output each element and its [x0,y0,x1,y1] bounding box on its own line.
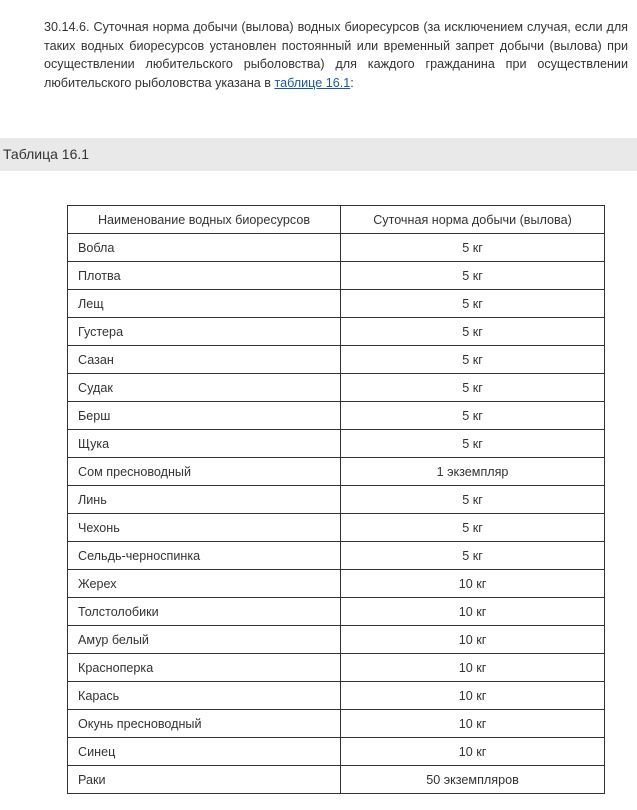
species-cell: Лещ [68,290,341,318]
norm-cell: 5 кг [341,514,605,542]
norm-cell: 5 кг [341,346,605,374]
table-row [68,570,605,598]
norm-cell: 10 кг [341,570,605,598]
species-cell: Берш [68,402,341,430]
norm-cell: 10 кг [341,654,605,682]
table-row [68,542,605,570]
table-row [68,346,605,374]
table-row [68,682,605,710]
table-caption-bar [0,138,637,171]
table-row [68,626,605,654]
table-row [68,458,605,486]
species-cell: Окунь пресноводный [68,710,341,738]
norm-cell: 50 экземпляров [341,766,605,794]
table-row [68,486,605,514]
species-cell: Карась [68,682,341,710]
table-row [68,290,605,318]
table-row [68,738,605,766]
table-row [68,430,605,458]
species-cell: Щука [68,430,341,458]
species-cell: Жерех [68,570,341,598]
table-row [68,514,605,542]
norm-cell: 5 кг [341,318,605,346]
norm-cell: 10 кг [341,626,605,654]
species-cell: Синец [68,738,341,766]
header-species: Наименование водных биоресурсов [68,206,341,234]
norm-cell: 5 кг [341,542,605,570]
table-link[interactable]: таблице 16.1 [274,75,351,90]
species-cell: Вобла [68,234,341,262]
table-row [68,654,605,682]
species-cell: Толстолобики [68,598,341,626]
header-norm: Суточная норма добычи (вылова) [341,206,605,234]
table-row [68,374,605,402]
table-row [68,234,605,262]
article-paragraph [44,18,628,92]
table-row [68,766,605,794]
species-cell: Амур белый [68,626,341,654]
species-cell: Чехонь [68,514,341,542]
species-cell: Сом пресноводный [68,458,341,486]
norm-cell: 10 кг [341,710,605,738]
norm-cell: 10 кг [341,738,605,766]
species-cell: Плотва [68,262,341,290]
norm-cell: 5 кг [341,430,605,458]
norm-cell: 5 кг [341,290,605,318]
norm-cell: 10 кг [341,598,605,626]
table-caption: Таблица 16.1 [3,146,90,162]
paragraph-end: : [350,75,354,90]
table-row [68,710,605,738]
species-cell: Сазан [68,346,341,374]
catch-norms-table [67,205,605,794]
table-header-row [68,206,605,234]
norm-cell: 5 кг [341,374,605,402]
species-cell: Красноперка [68,654,341,682]
table-row [68,318,605,346]
table-body [68,234,605,794]
table-row [68,402,605,430]
norm-cell: 5 кг [341,262,605,290]
norm-cell: 5 кг [341,486,605,514]
norm-cell: 5 кг [341,234,605,262]
species-cell: Густера [68,318,341,346]
paragraph-text: 30.14.6. Суточная норма добычи (вылова) водных биоресурсов (за исключением случая, если для таких водных биоресурсов установлен постоянный или временный запрет добычи (вылова) при осуществлении любительского рыболовства) для каждого гражданина при осуществлении любительского рыболовства указана в [44,20,628,90]
table-row [68,262,605,290]
species-cell: Линь [68,486,341,514]
table-row [68,598,605,626]
species-cell: Судак [68,374,341,402]
norm-cell: 5 кг [341,402,605,430]
norm-cell: 1 экземпляр [341,458,605,486]
species-cell: Раки [68,766,341,794]
species-cell: Сельдь-черноспинка [68,542,341,570]
norm-cell: 10 кг [341,682,605,710]
